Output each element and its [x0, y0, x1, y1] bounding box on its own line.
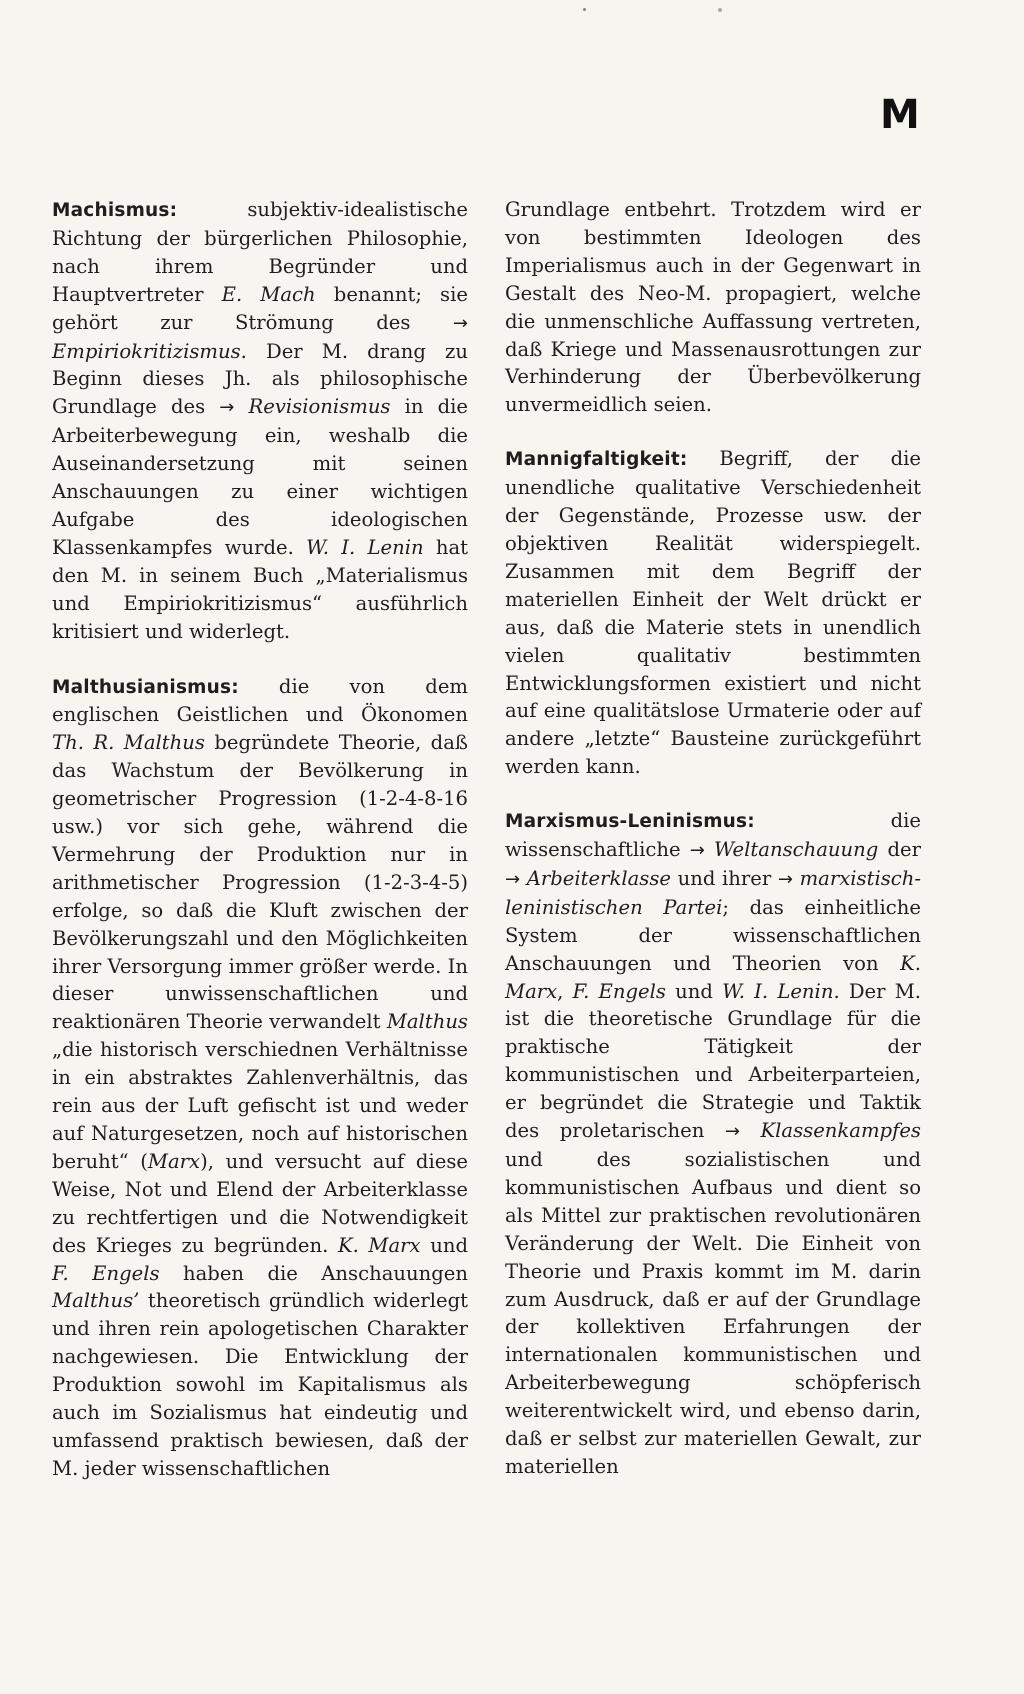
entry-text: hat den M. in seinem Buch „Materialismus und Empiriokritizismus“ ausführlich kritisiert und widerlegt. — [52, 535, 469, 643]
right-column — [505, 196, 921, 1507]
cross-reference-arrow-icon: → — [777, 868, 793, 890]
entry-text: ), und versucht auf diese Weise, Not und Elend der Arbeiterklasse zu rechtfertigen und die Notwendigkeit des Krieges zu begründen. — [52, 1149, 468, 1257]
italic-reference: W. I. Lenin — [722, 979, 834, 1003]
entry-text: subjektiv-idealistische Richtung der bürgerlichen Philosophie, nach ihrem Begründer und Hauptvertreter — [52, 198, 468, 306]
entry-text: die wissenschaftliche — [505, 809, 921, 862]
cross-reference-arrow-icon: → — [505, 868, 521, 890]
italic-reference: F. Engels — [572, 979, 666, 1003]
cross-reference-arrow-icon: → — [689, 840, 705, 862]
cross-reference-arrow-icon: → — [724, 1121, 740, 1143]
cross-reference-arrow-icon: → — [219, 397, 235, 419]
italic-reference: Weltanschauung — [704, 838, 879, 862]
entry-term: Mannigfaltigkeit — [505, 449, 680, 471]
italic-reference: marxistisch-leninistischen Partei — [505, 866, 921, 919]
cross-reference-arrow-icon: → — [452, 312, 468, 334]
entry-term: Machismus — [52, 200, 170, 221]
entry-text: begründete Theorie, daß das Wachstum der Bevölkerung in geometrischer Progression (1-2-4-8-16 usw.) vor sich gehe, während die Vermehrung der Produktion nur in arithmetischer Progression (1-2-3-4-5) erfolge, so daß die Kluft zwischen der Bevölkerungszahl und den Möglichkeiten ihrer Versorgung immer größer werde. In dieser unwissenschaftlichen und reaktionären Theorie verwandelt — [52, 731, 468, 1034]
entry-text: „die historisch verschiednen Verhältnisse in ein abstraktes Zahlenverhältnis, das rein aus der Luft gefischt ist und weder auf Naturgesetzen, noch auf historischen beruht“ ( — [52, 1038, 468, 1173]
entry-text: Begriff, der die unendliche qualitative Verschiedenheit der Gegenstände, Prozesse usw. der objektiven Realität widerspiegelt. Zusammen mit dem Begriff der materiellen Einheit der Welt drückt er aus, daß die Materie stets in unendlich vielen qualitativ bestimmten Entwicklungsformen existiert und nicht auf eine qualitätslose Urmaterie oder auf andere „letzte“ Bausteine zurückgeführt werden kann. — [505, 447, 921, 779]
italic-reference: E. Mach — [221, 282, 316, 306]
entry-text: . Der M. ist die theoretische Grundlage für die praktische Tätigkeit der kommunistischen und Arbeiterparteien, er begründet die Strategie und Taktik des proletarischen — [505, 979, 921, 1143]
page-letter-heading: M — [880, 92, 920, 138]
italic-reference: W. I. Lenin — [306, 535, 424, 559]
italic-reference: Empiriokritizismus — [52, 339, 241, 363]
entry-text: und ihrer — [671, 866, 778, 890]
italic-reference: Arbeiterklasse — [520, 866, 671, 890]
entry-text: in die Arbeiterbewegung ein, weshalb die Auseinandersetzung mit seinen Anschauungen zu einer wichtigen Aufgabe des ideologischen Klassenkampfes wurde. — [52, 395, 468, 559]
dictionary-entry — [505, 445, 921, 781]
entry-text: . Der M. drang zu Beginn dieses Jh. als philosophische Grundlage des — [52, 339, 468, 419]
dictionary-entry — [505, 807, 921, 1481]
entry-text: ; das einheitliche System der wissenschaftlichen Anschauungen und Theorien von — [505, 895, 921, 975]
entry-text: Grundlage entbehrt. Trotzdem wird er von bestimmten Ideologen des Imperialismus auch in der Gegenwart in Gestalt des Neo-M. propagiert, welche die unmenschliche Auffassung vertreten, daß Kriege und Massenausrottungen zur Verhinderung der Überbevölkerung unvermeidlich seien. — [505, 198, 921, 417]
left-column — [52, 196, 468, 1510]
scan-speck — [718, 8, 722, 12]
dictionary-entry — [505, 196, 921, 419]
italic-reference: Malthus’ — [52, 1289, 140, 1313]
entry-term: Marxismus-Leninismus — [505, 811, 748, 833]
term-colon: : — [169, 200, 178, 221]
entry-text: , — [557, 979, 573, 1003]
term-colon: : — [679, 449, 688, 471]
entry-text: haben die Anschauungen — [159, 1261, 468, 1285]
italic-reference: K. Marx — [337, 1233, 421, 1257]
entry-text: und — [420, 1233, 468, 1257]
dictionary-entry — [52, 196, 468, 646]
entry-text: theoretisch gründlich widerlegt und ihren rein apologetischen Charakter nachgewiesen. Die Entwicklung der Produktion sowohl im Kapitalismus als auch im Sozialismus hat eindeutig und umfassend praktisch bewiesen, daß der M. jeder wissenschaftlichen — [52, 1289, 468, 1480]
italic-reference: Marx — [147, 1149, 201, 1173]
entry-term: Malthusianismus — [52, 676, 232, 698]
italic-reference: F. Engels — [52, 1261, 160, 1285]
term-colon: : — [231, 676, 239, 698]
dictionary-entry — [52, 673, 468, 1483]
entry-text: die von dem englischen Geistlichen und Ökonomen — [52, 674, 468, 727]
entry-text: der — [878, 838, 921, 862]
italic-reference: Th. R. Malthus — [52, 731, 205, 755]
scan-speck — [583, 8, 586, 11]
entry-text: und des sozialistischen und kommunistischen Aufbaus und dient so als Mittel zur praktischen revolutionären Veränderung der Welt. Die Einheit von Theorie und Praxis kommt im M. darin zum Ausdruck, daß er auf der Grundlage der kollektiven Erfahrungen der internationalen kommunistischen und Arbeiterbewegung schöpferisch weiterentwickelt wird, und ebenso darin, daß er selbst zur materiellen Gewalt, zur materiellen — [505, 1148, 921, 1478]
entry-text: benannt; sie gehört zur Strömung des — [52, 282, 468, 334]
italic-reference: K. Marx — [505, 951, 921, 1003]
italic-reference: Revisionismus — [234, 395, 391, 419]
italic-reference: Klassenkampfes — [739, 1119, 921, 1143]
term-colon: : — [747, 811, 755, 833]
entry-text: und — [665, 979, 723, 1003]
italic-reference: Malthus — [386, 1010, 468, 1034]
